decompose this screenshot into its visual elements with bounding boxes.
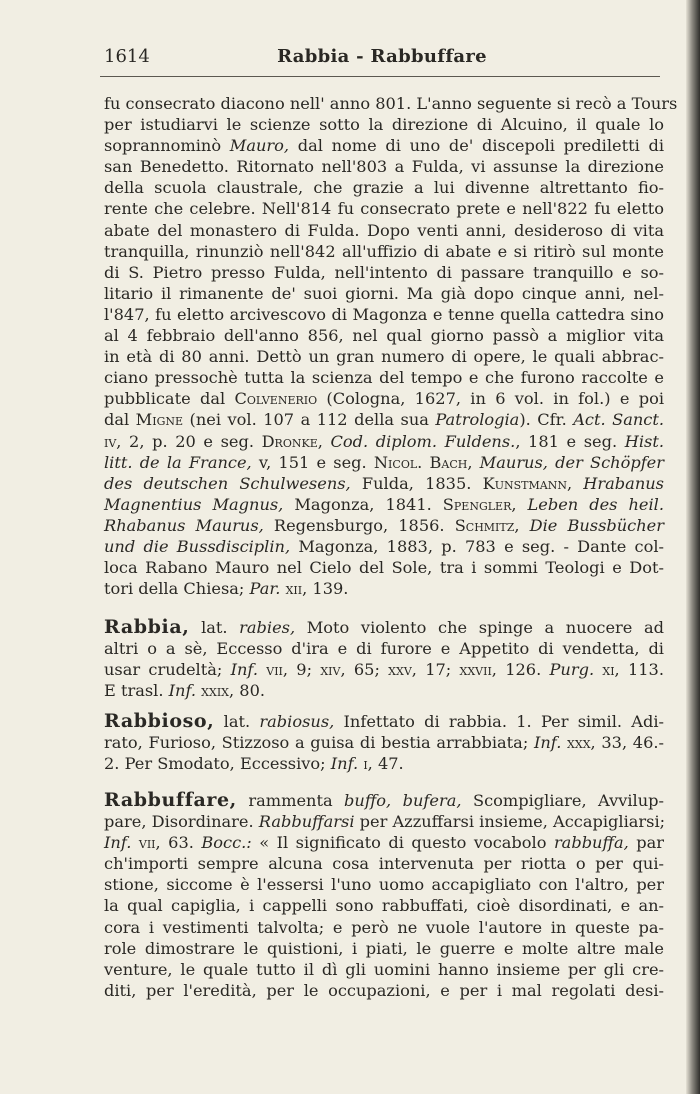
text-line: l'847, fu eletto arcivescovo di Magonza e tenne quella cattedra sino (104, 304, 664, 324)
text-line: per istudiarvi le scienze sotto la direzione di Alcuino, il quale lo (104, 115, 664, 135)
text-line: Inf. vii, 63. Bocc.: « Il significato di questo vocabolo rabbuffa, par (104, 833, 664, 853)
text-line: la qual capiglia, i cappelli sono rabbuffati, cioè disordinati, e an- (104, 896, 664, 916)
text-line: litario il rimanente de' suoi giorni. Ma già dopo cinque anni, nel- (104, 283, 664, 303)
text-line: Rhabanus Maurus, Regensburgo, 1856. Schmitz, Die Bussbücher (104, 515, 664, 535)
text-line: cora i vestimenti talvolta; e però ne vuole l'autore in queste pa- (104, 917, 664, 937)
headword: Rabbia, (104, 616, 190, 638)
text-line: Magnentius Magnus, Magonza, 1841. Spengler, Leben des heil. (104, 494, 664, 514)
header-rule (100, 76, 660, 77)
text-line: loca Rabano Mauro nel Cielo del Sole, tra i sommi Teologi e Dot- (104, 558, 664, 578)
text-line: stione, siccome è l'essersi l'uno uomo accapigliato con l'altro, per (104, 875, 664, 895)
text-line: Rabbia, lat. rabies, Moto violento che spinge a nuocere ad (104, 616, 664, 638)
text-line: tranquilla, rinunziò nell'842 all'uffizio di abate e si ritirò sul monte (104, 241, 664, 261)
text-line: al 4 febbraio dell'anno 856, nel qual giorno passò a miglior vita (104, 326, 664, 346)
text-line: E trasl. Inf. xxix, 80. (104, 681, 266, 701)
rabbioso-entry (104, 711, 664, 774)
text-line: venture, le quale tutto il dì gli uomini hanno insieme per gli cre- (104, 959, 664, 979)
text-line: altri o a sè, Eccesso d'ira e di furore e Appetito di vendetta, di (104, 639, 664, 659)
rabbuffare-entry (104, 790, 664, 1001)
text-line: role dimostrare le quistioni, i piati, le guerre e molte altre male (104, 938, 664, 958)
text-line: iv, 2, p. 20 e seg. Dronke, Cod. diplom. Fuldens., 181 e seg. Hist. (104, 431, 664, 451)
text-line: Rabbuffare, rammenta buffo, bufera, Scompigliare, Avvilup- (104, 789, 664, 811)
page-binding-edge (686, 0, 700, 1094)
text-line: abate del monastero di Fulda. Dopo venti anni, desideroso di vita (104, 220, 664, 240)
text-line: Rabbioso, lat. rabiosus, Infettato di rabbia. 1. Per simil. Adi- (104, 710, 664, 732)
text-line: und die Bussdisciplin, Magonza, 1883, p. 783 e seg. - Dante col- (104, 536, 665, 556)
text-line: pubblicate dal Colvenerio (Cologna, 1627, in 6 vol. in fol.) e poi (104, 389, 665, 409)
running-title: Rabbia - Rabbuffare (277, 46, 487, 67)
text-line: litt. de la France, v, 151 e seg. Nicol. Bach, Maurus, der Schöpfer (104, 452, 664, 472)
text-line: des deutschen Schulwesens, Fulda, 1835. Kunstmann, Hrabanus (104, 473, 664, 493)
text-line: diti, per l'eredità, per le occupazioni, e per i mal regolati desi- (104, 980, 664, 1000)
text-line: fu consecrato diacono nell' anno 801. L'anno seguente si recò a Tours (104, 94, 678, 113)
text-line: di S. Pietro presso Fulda, nell'intento di passare tranquillo e so- (104, 262, 664, 282)
text-line: in età di 80 anni. Dettò un gran numero di opere, le quali abbrac- (104, 347, 664, 367)
headword: Rabbuffare, (104, 789, 237, 811)
page-header (104, 46, 660, 72)
text-line: della scuola claustrale, che grazie a lui divenne altrettanto fio- (104, 178, 664, 198)
text-line: tori della Chiesa; Par. xii, 139. (104, 579, 349, 599)
text-line: san Benedetto. Ritornato nell'803 a Fulda, vi assunse la direzione (104, 157, 664, 177)
text-line: usar crudeltà; Inf. vii, 9; xiv, 65; xxv, 17; xxvii, 126. Purg. xi, 113. (104, 660, 665, 680)
rabbia-entry (104, 617, 664, 701)
text-line: pare, Disordinare. Rabbuffarsi per Azzuffarsi insieme, Accapigliarsi; (104, 812, 666, 832)
text-line: dal Migne (nei vol. 107 a 112 della sua Patrologia). Cfr. Act. Sanct. (104, 410, 664, 430)
text-line: soprannominò Mauro, dal nome di uno de' discepoli prediletti di (104, 136, 664, 156)
text-line: rato, Furioso, Stizzoso a guisa di bestia arrabbiata; Inf. xxx, 33, 46.- (104, 733, 664, 753)
text-line: rente che celebre. Nell'814 fu consecrato prete e nell'822 fu eletto (104, 199, 664, 219)
page-number: 1614 (104, 46, 150, 67)
text-line: ch'importi sempre alcuna cosa intervenuta per riotta o per qui- (104, 854, 664, 874)
mauro-entry-continued (104, 93, 678, 599)
headword: Rabbioso, (104, 710, 215, 732)
text-line: 2. Per Smodato, Eccessivo; Inf. i, 47. (104, 754, 404, 774)
text-line: ciano pressochè tutta la scienza del tempo e che furono raccolte e (104, 368, 664, 388)
